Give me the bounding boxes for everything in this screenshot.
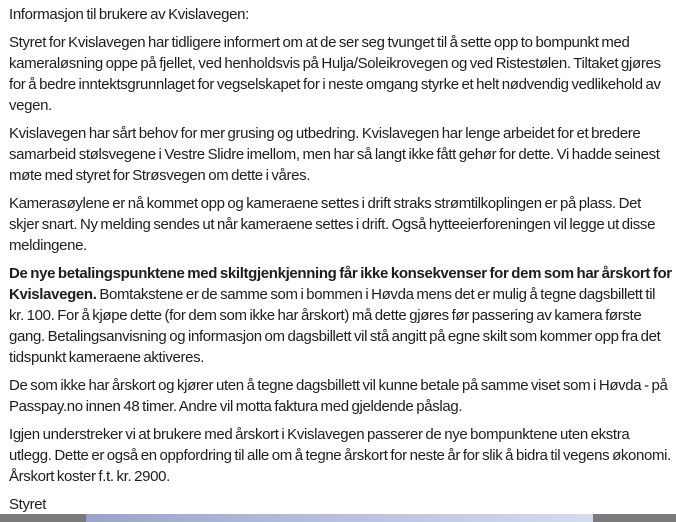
horizontal-scrollbar[interactable] [0, 514, 676, 522]
paragraph-betalingspunkt-takster [9, 263, 672, 368]
paragraph-grusing-samarbeid: Kvislavegen har sårt behov for mer grusing og utbedring. Kvislavegen har lenge arbeidet for et bredere samarbeid stølsvegene i Vestre Slidre imellom, men har så langt ikke fått gehør for dette. Vi hadde seinest møte med styret for Strøsvegen om dette i våres. [9, 125, 660, 184]
horizontal-scrollbar-thumb[interactable] [86, 514, 593, 522]
bold-lead-sentence: De nye betalingspunktene med skiltgjenkjenning får ikke konsekvenser for dem som har årskort for Kvislavegen. [9, 265, 672, 303]
signature-styret: Styret [9, 496, 47, 513]
notice-heading: Informasjon til brukere av Kvislavegen: [9, 6, 249, 23]
paragraph-kamerasoyler-status: Kamerasøylene er nå kommet opp og kameraene settes i drift straks strømtilkoplingen er på plass. Det skjer snart. Ny melding sendes ut når kameraene settes i drift. Også hytteeierforeningen vil legge ut disse meldingene. [9, 195, 656, 254]
paragraph-aarskort-oppfordring: Igjen understreker vi at brukere med årskort i Kvislavegen passerer de nye bompunktene uten ekstra utlegg. Dette er også en oppfordring til alle om å tegne årskort for neste år for slik å bidra til vegens økonomi. Årskort koster f.t. kr. 2900. [9, 426, 671, 485]
paragraph-passpay-betaling: De som ikke har årskort og kjører uten å tegne dagsbillett vil kunne betale på samme viset som i Høvda - på Passpay.no innen 48 timer. Andre vil motta faktura med gjeldende påslag. [9, 377, 668, 415]
paragraph-betalingspunkt-rest: Bomtakstene er de samme som i bommen i Høvda mens det er mulig å tegne dagsbillett til kr. 100. For å kjøpe dette (for dem som ikke har årskort) må dette gjøres før passering av kamera første gang. Betalingsanvisning og informasjon om dagsbillett vil stå angitt på egne skilt som kommer opp fra det tidspunkt kameraene aktiveres. [9, 286, 661, 366]
paragraph-bompunkt-info: Styret for Kvislavegen har tidligere informert om at de ser seg tvunget til å sette opp to bompunkt med kameraløsning oppe på fjellet, ved henholdsvis på Hulja/Soleikrovegen og ved Ristestølen. Tiltaket gjøres for å bedre inntektsgrunnlaget for vegselskapet for i neste omgang styrke et helt nødvendig vedlikehold av vegen. [9, 34, 661, 114]
